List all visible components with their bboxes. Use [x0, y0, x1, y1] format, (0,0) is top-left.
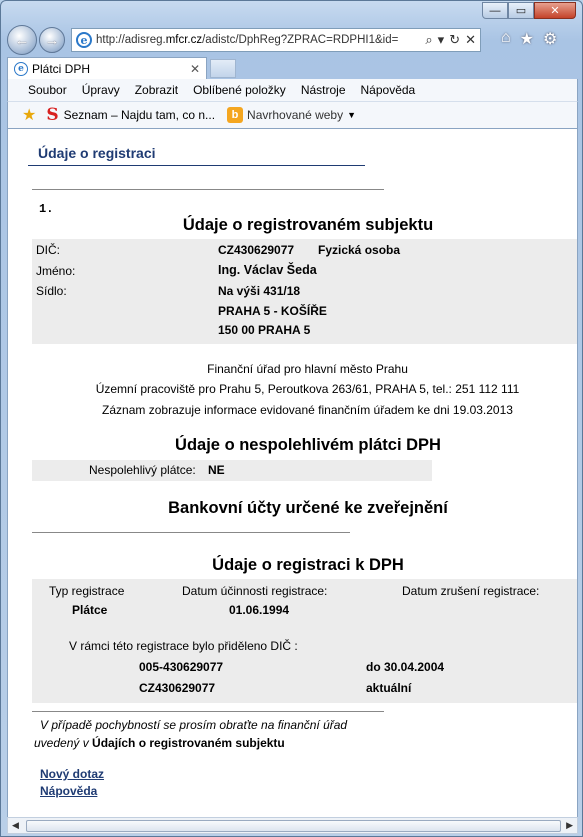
menu-upravy[interactable]: Úpravy — [81, 83, 120, 97]
seznam-logo-icon: S — [46, 105, 59, 125]
page-title: Údaje o registraci — [38, 145, 156, 161]
help-link[interactable]: Nápověda — [40, 784, 98, 798]
suggested-sites-link[interactable]: Navrhované weby — [247, 108, 344, 122]
minimize-button[interactable]: — — [482, 2, 508, 19]
assigned-dic-label: V rámci této registrace bylo přiděleno DIČ : — [69, 639, 298, 653]
add-favorite-icon[interactable]: ★ — [22, 107, 37, 124]
office-name: Finanční úřad pro hlavní město Prahu — [207, 362, 408, 376]
scroll-left-icon[interactable]: ◀ — [12, 820, 19, 830]
address-line-1: Na výši 431/18 — [218, 284, 301, 298]
registration-type-value: Plátce — [72, 603, 108, 617]
note-line-1: V případě pochybností se prosím obraťte na finanční úřad — [40, 718, 348, 732]
dic-label: DIČ: — [36, 243, 60, 257]
section-unreliable-payer-title: Údaje o nespolehlivém plátci DPH — [175, 436, 441, 454]
assigned-dic-2: CZ430629077 — [139, 681, 216, 695]
search-icon[interactable]: ⌕ — [425, 32, 433, 47]
section-bank-accounts-title: Bankovní účty určené ke zveřejnění — [168, 499, 448, 517]
address-line-2: PRAHA 5 - KOŠÍŘE — [218, 304, 327, 318]
window-controls — [482, 2, 576, 19]
divider — [32, 711, 384, 712]
record-number: 1. — [39, 202, 54, 216]
tab-platci-dph[interactable] — [7, 57, 207, 79]
tab-row — [7, 57, 578, 79]
suggested-sites-icon: b — [227, 107, 243, 123]
horizontal-scrollbar[interactable] — [7, 817, 578, 834]
back-arrow-icon: ← — [14, 31, 30, 49]
divider — [32, 189, 384, 190]
dropdown-icon[interactable]: ▾ — [437, 32, 445, 47]
unreliable-payer-value: NE — [208, 463, 225, 477]
navigation-bar — [7, 25, 578, 55]
divider — [32, 532, 350, 533]
stop-icon[interactable]: ✕ — [465, 32, 476, 47]
menu-napoveda[interactable]: Nápověda — [360, 83, 416, 97]
col-registration-type: Typ registrace — [49, 584, 125, 598]
col-effective-date: Datum účinnosti registrace: — [182, 584, 328, 598]
record-date: Záznam zobrazuje informace evidované finančním úřadem ke dni 19.03.2013 — [102, 403, 513, 417]
maximize-button[interactable]: ▭ — [508, 2, 534, 19]
office-address: Územní pracoviště pro Prahu 5, Peroutkova 263/61, PRAHA 5, tel.: 251 112 111 — [95, 382, 520, 396]
address-icons — [421, 32, 476, 48]
refresh-icon[interactable]: ↻ — [449, 32, 461, 47]
col-cancel-date: Datum zrušení registrace: — [402, 584, 540, 598]
effective-date-value: 01.06.1994 — [229, 603, 290, 617]
address-line-3: 150 00 PRAHA 5 — [218, 323, 311, 337]
menu-oblibene-polozky[interactable]: Oblíbené položky — [193, 83, 286, 97]
note-line-2: uvedený v Údajích o registrovaném subjektu — [34, 736, 285, 750]
assigned-dic-2-validity: aktuální — [366, 681, 412, 695]
menu-bar — [7, 79, 578, 101]
name-value: Ing. Václav Šeda — [218, 263, 317, 277]
gear-icon[interactable]: ⚙ — [543, 31, 558, 48]
unreliable-payer-label: Nespolehlivý plátce: — [89, 463, 196, 477]
assigned-dic-1: 005-430629077 — [139, 660, 224, 674]
home-icon[interactable]: ⌂ — [501, 29, 511, 46]
back-button[interactable] — [7, 25, 37, 55]
menu-nastroje[interactable]: Nástroje — [300, 83, 346, 97]
title-underline — [28, 165, 365, 166]
favorites-bar — [7, 101, 578, 129]
toolbar-icons — [501, 29, 557, 49]
page-content — [7, 129, 578, 817]
forward-button[interactable] — [39, 27, 65, 53]
favorite-seznam-link[interactable]: Seznam – Najdu tam, co n... — [63, 108, 216, 122]
address-bar[interactable] — [71, 28, 481, 52]
menu-soubor[interactable]: Soubor — [28, 83, 67, 97]
ie-tab-icon: e — [14, 62, 28, 76]
address-url[interactable]: http://adisreg.mfcr.cz/adistc/DphReg?ZPRAC=RDPHI1&id= — [96, 34, 399, 46]
menu-zobrazit[interactable]: Zobrazit — [134, 83, 179, 97]
assigned-dic-1-validity: do 30.04.2004 — [366, 660, 445, 674]
close-tab-icon[interactable]: ✕ — [189, 61, 200, 76]
forward-arrow-icon: → — [44, 31, 60, 49]
person-type: Fyzická osoba — [318, 243, 401, 257]
close-window-button[interactable]: ✕ — [534, 2, 576, 19]
new-tab-button[interactable] — [210, 59, 236, 78]
ie-page-icon: e — [76, 32, 92, 48]
tab-title: Plátci DPH — [32, 61, 91, 76]
name-label: Jméno: — [36, 264, 76, 278]
chevron-down-icon[interactable]: ▼ — [347, 110, 357, 120]
dic-value: CZ430629077 — [218, 243, 295, 257]
section-vat-registration-title: Údaje o registraci k DPH — [212, 556, 404, 574]
favorites-star-icon[interactable]: ★ — [519, 31, 535, 48]
scroll-right-icon[interactable]: ▶ — [566, 820, 573, 830]
new-query-link[interactable]: Nový dotaz — [40, 767, 105, 781]
scrollbar-thumb[interactable] — [26, 820, 561, 832]
seat-label: Sídlo: — [36, 284, 67, 298]
section-registered-subject-title: Údaje o registrovaném subjektu — [182, 216, 434, 234]
